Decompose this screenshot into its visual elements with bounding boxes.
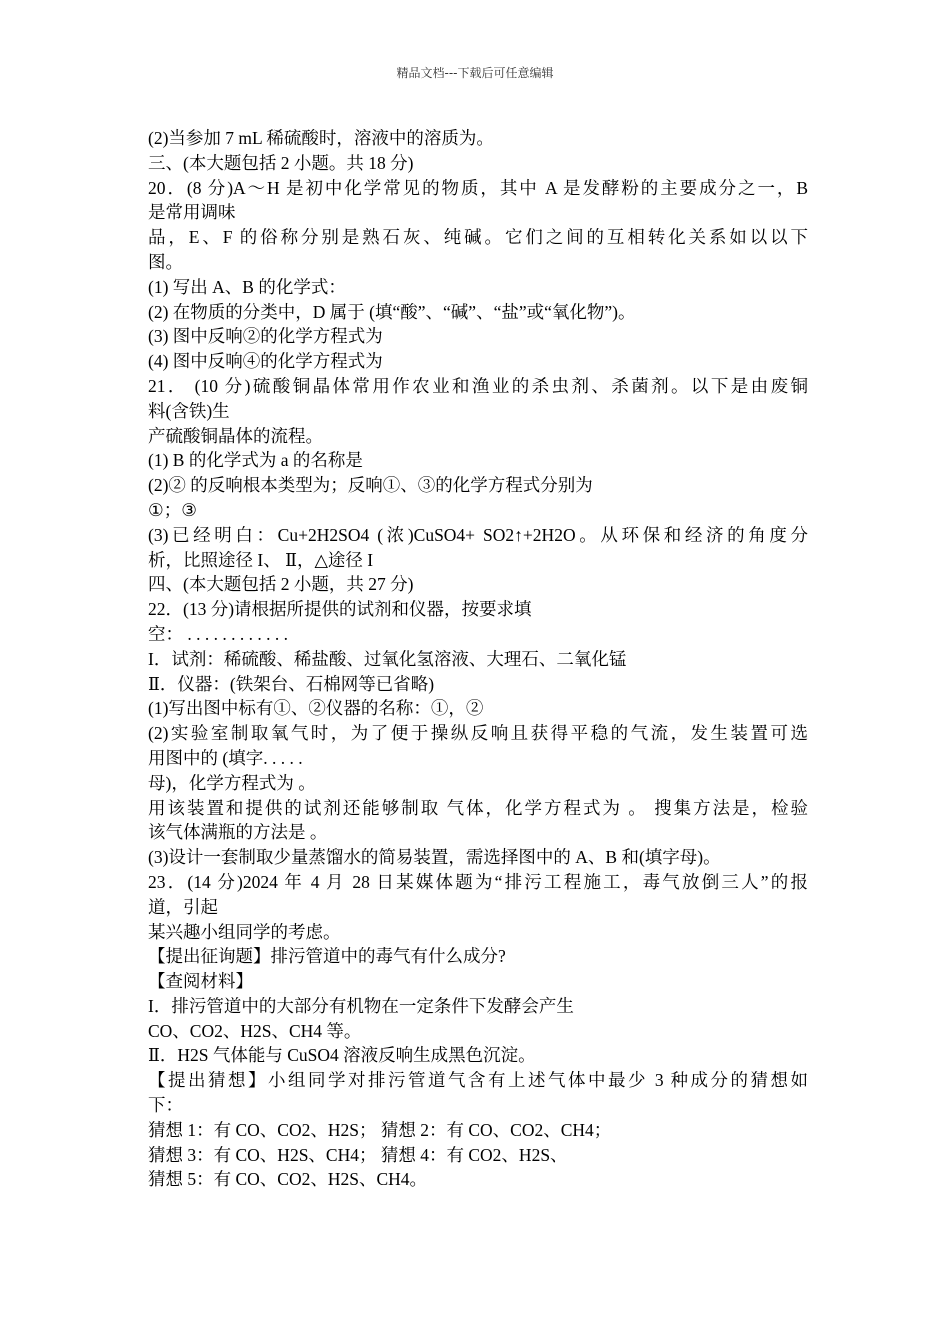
text-line: 母)，化学方程式为 。 <box>148 772 316 793</box>
text-line: 23．(14 分)2024 年 4 月 28 日某媒体题为“排污工程施工，毒气放倒三人”的报 <box>148 871 808 892</box>
text-line: 图。 <box>148 251 183 272</box>
text-line: 空： . . . . . . . . . . . . <box>148 623 288 644</box>
text-line: (3)设计一套制取少量蒸馏水的简易装置，需选择图中的 A、B 和(填字母)。 <box>148 847 721 868</box>
text-line: 【查阅材料】 <box>148 971 253 992</box>
text-line: 20．(8 分)A～H 是初中化学常见的物质，其中 A 是发酵粉的主要成分之一，B <box>148 177 808 198</box>
text-line: 【提出征询题】排污管道中的毒气有什么成分? <box>148 946 506 967</box>
text-line: 下： <box>148 1095 183 1116</box>
text-line: 猜想 1：有 CO、CO2、H2S； 猜想 2：有 CO、CO2、CH4； <box>148 1119 612 1140</box>
text-line: 析，比照途径 I、 Ⅱ，△途径 I <box>148 549 374 570</box>
text-line: (3)已经明白：Cu+2H2SO4 (浓)CuSO4+ SO2↑+2H2O。从环保和经济的角度分 <box>148 524 808 545</box>
text-line: (2) 在物质的分类中，D 属于 (填“酸”、“碱”、“盐”或“氧化物”)。 <box>148 301 636 322</box>
text-line: (1) 写出 A、B 的化学式： <box>148 276 346 297</box>
text-line: (2)② 的反响根本类型为；反响①、③的化学方程式分别为 <box>148 475 593 496</box>
text-line: 三、(本大题包括 2 小题。共 18 分) <box>148 152 414 173</box>
text-line: 该气体满瓶的方法是 。 <box>148 822 328 843</box>
text-line: CO、CO2、H2S、CH4 等。 <box>148 1020 362 1041</box>
text-line: 四、(本大题包括 2 小题，共 27 分) <box>148 574 414 595</box>
text-line: (3) 图中反响②的化学方程式为 <box>148 326 383 347</box>
text-line: 【提出猜想】小组同学对排污管道气含有上述气体中最少 3 种成分的猜想如 <box>148 1070 808 1091</box>
page-header: 精品文档---下载后可任意编辑 <box>396 66 554 80</box>
text-line: 猜想 5：有 CO、CO2、H2S、CH4。 <box>148 1169 428 1190</box>
text-line: 品，E、F 的俗称分别是熟石灰、纯碱。它们之间的互相转化关系如以以下 <box>148 227 808 248</box>
text-line: (4) 图中反响④的化学方程式为 <box>148 351 383 372</box>
text-line: (2)当参加 7 mL 稀硫酸时，溶液中的溶质为。 <box>148 128 494 148</box>
text-line: (1)写出图中标有①、②仪器的名称：①，② <box>148 698 484 719</box>
text-line: 猜想 3：有 CO、H2S、CH4； 猜想 4：有 CO2、H2S、 <box>148 1144 568 1165</box>
text-line: 用该装置和提供的试剂还能够制取 气体，化学方程式为 。 搜集方法是，检验 <box>148 797 808 818</box>
text-line: 21． (10 分)硫酸铜晶体常用作农业和渔业的杀虫剂、杀菌剂。以下是由废铜 <box>148 375 808 396</box>
text-line: 某兴趣小组同学的考虑。 <box>148 921 341 942</box>
text-line: 22．(13 分)请根据所提供的试剂和仪器，按要求填 <box>148 599 532 620</box>
text-line: Ⅱ．H2S 气体能与 CuSO4 溶液反响生成黑色沉淀。 <box>148 1045 536 1066</box>
text-line: 道，引起 <box>148 896 218 917</box>
text-line: 用图中的 (填字. . . . . <box>148 747 303 768</box>
text-line: 产硫酸铜晶体的流程。 <box>148 425 323 446</box>
text-line: ①；③ <box>148 499 197 520</box>
text-line: Ⅱ．仪器：(铁架台、石棉网等已省略) <box>148 673 435 694</box>
document-body <box>148 126 808 1192</box>
text-line: (1) B 的化学式为 a 的名称是 <box>148 450 363 471</box>
text-line: I．排污管道中的大部分有机物在一定条件下发酵会产生 <box>148 995 574 1016</box>
text-line: I．试剂：稀硫酸、稀盐酸、过氧化氢溶液、大理石、二氧化锰 <box>148 648 627 669</box>
text-line: 是常用调味 <box>148 202 236 223</box>
text-line: 料(含铁)生 <box>148 400 230 421</box>
text-line: (2)实验室制取氧气时，为了便于操纵反响且获得平稳的气流，发生装置可选 <box>148 723 808 744</box>
